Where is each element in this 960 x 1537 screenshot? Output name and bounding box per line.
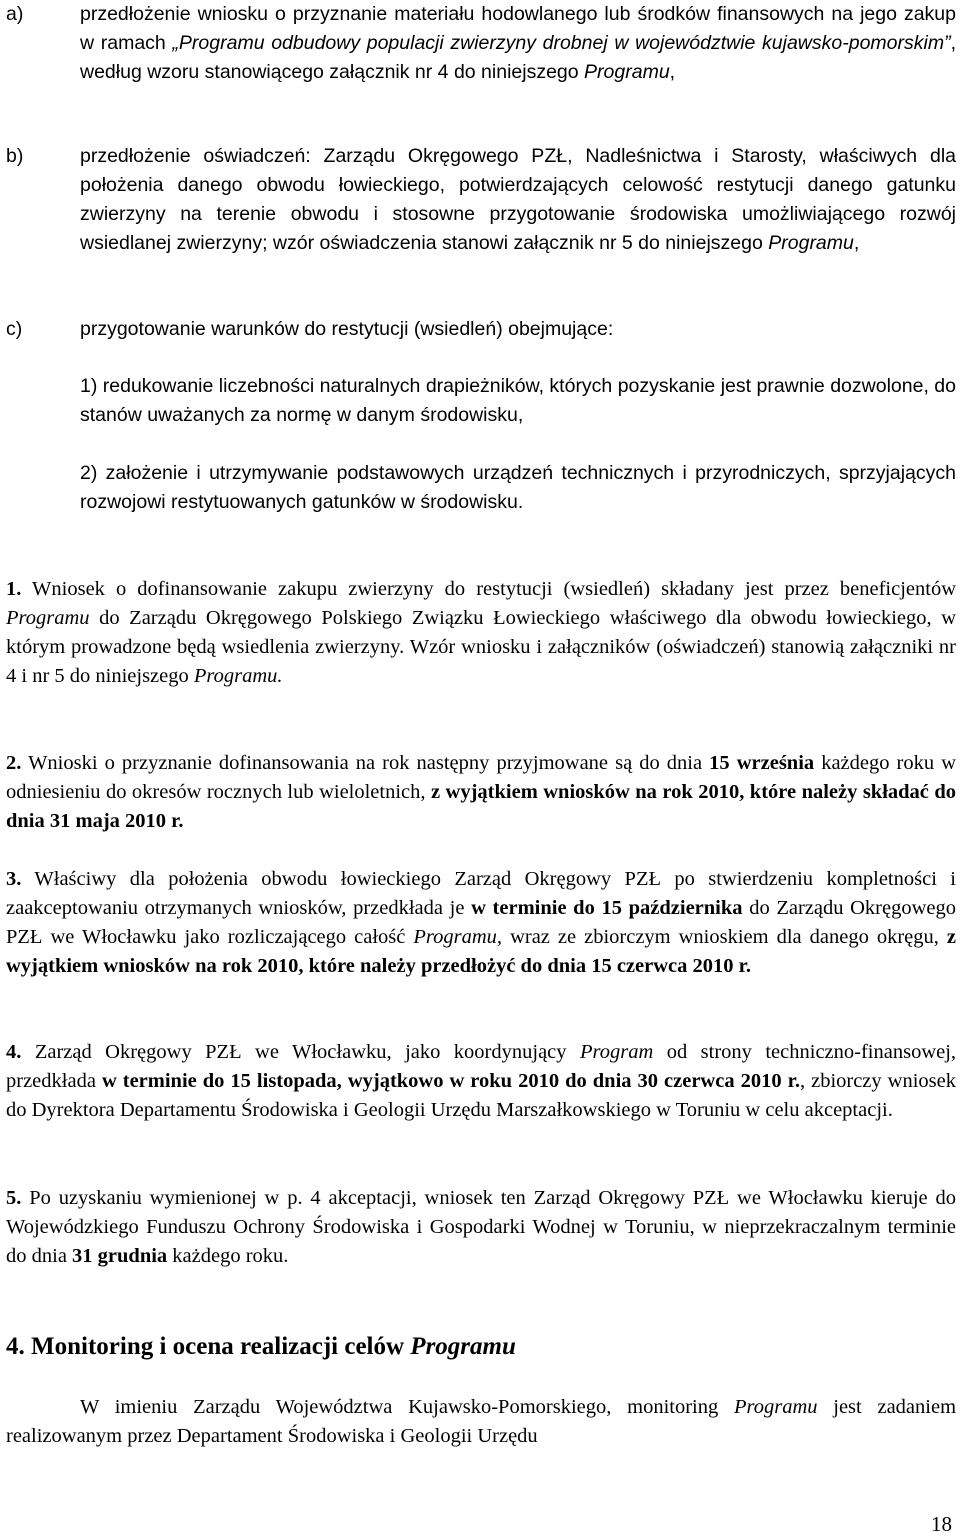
paragraph-4: 4. Zarząd Okręgowy PZŁ we Włocławku, jako koordynujący Program od strony techniczno-finansowej, przedkłada w terminie do 15 listopada, wyjątkowo w roku 2010 do dnia 30 czerwca 2010 r., zbiorczy wniosek do Dyrektora Departamentu Środowiska i Geologii Urzędu Marszałkowskiego w Toruniu w celu akceptacji. bbox=[6, 1041, 957, 1121]
section-paragraph: W imieniu Zarządu Województwa Kujawsko-Pomorskiego, monitoring Programu jest zadaniem realizowanym przez Departament Środowiska i Geologii Urzędu bbox=[6, 1396, 957, 1447]
paragraph-number: 5. bbox=[6, 1187, 22, 1209]
list-item-label: a) bbox=[6, 3, 24, 25]
paragraph-number: 2. bbox=[6, 752, 22, 774]
list-item-c bbox=[6, 315, 956, 344]
list-item-text: przygotowanie warunków do restytucji (wsiedleń) obejmujące: bbox=[80, 318, 614, 340]
sub-list-item-2: 2) założenie i utrzymywanie podstawowych urządzeń technicznych i przyrodniczych, sprzyjających rozwojowi restytuowanych gatunków w środowisku. bbox=[80, 462, 956, 513]
paragraph-1: 1. Wniosek o dofinansowanie zakupu zwierzyny do restytucji (wsiedleń) składany jest przez beneficjentów Programu do Zarządu Okręgowego Polskiego Związku Łowieckiego właściwego dla obwodu łowieckiego, w którym prowadzone będą wsiedlenia zwierzyny. Wzór wniosku i załączników (oświadczeń) stanowią załączniki nr 4 i nr 5 do niniejszego Programu. bbox=[6, 578, 956, 687]
paragraph-2: 2. Wnioski o przyznanie dofinansowania na rok następny przyjmowane są do dnia 15 września każdego roku w odniesieniu do okresów rocznych lub wieloletnich, z wyjątkiem wniosków na rok 2010, które należy składać do dnia 31 maja 2010 r. bbox=[6, 752, 957, 832]
page-number: 18 bbox=[931, 1512, 952, 1536]
paragraph-5: 5. Po uzyskaniu wymienionej w p. 4 akceptacji, wniosek ten Zarząd Okręgowy PZŁ we Włocławku kieruje do Wojewódzkiego Funduszu Ochrony Środowiska i Gospodarki Wodnej w Toruniu, w nieprzekraczalnym terminie do dnia 31 grudnia każdego roku. bbox=[6, 1187, 956, 1267]
section-heading: 4. Monitoring i ocena realizacji celów Programu bbox=[6, 1333, 516, 1360]
paragraph-number: 4. bbox=[6, 1041, 22, 1063]
list-item-b bbox=[6, 142, 956, 258]
paragraph-3: 3. Właściwy dla położenia obwodu łowieckiego Zarząd Okręgowy PZŁ po stwierdzeniu kompletności i zaakceptowaniu otrzymanych wniosków, przedkłada je w terminie do 15 października do Zarządu Okręgowego PZŁ we Włocławku jako rozliczającego całość Programu, wraz ze zbiorczym wnioskiem dla danego okręgu, z wyjątkiem wniosków na rok 2010, które należy przedłożyć do dnia 15 czerwca 2010 r. bbox=[6, 868, 957, 977]
paragraph-number: 1. bbox=[6, 578, 22, 600]
list-item-label: c) bbox=[6, 318, 23, 340]
sub-list-item-1: 1) redukowanie liczebności naturalnych drapieżników, których pozyskanie jest prawnie dozwolone, do stanów uważanych za normę w danym środowisku, bbox=[80, 375, 956, 426]
list-item-text: przedłożenie wniosku o przyznanie materiału hodowlanego lub środków finansowych na jego zakup w ramach „Programu odbudowy populacji zwierzyny drobnej w województwie kujawsko-pomorskim”, według wzoru stanowiącego załącznik nr 4 do niniejszego Programu, bbox=[80, 3, 956, 83]
document-page bbox=[6, 0, 956, 1537]
paragraph-number: 3. bbox=[6, 868, 22, 890]
list-item-text: przedłożenie oświadczeń: Zarządu Okręgowego PZŁ, Nadleśnictwa i Starosty, właściwych dla położenia danego obwodu łowieckiego, potwierdzających celowość restytucji danego gatunku zwierzyny na terenie obwodu i stosowne przygotowanie środowiska umożliwiającego rozwój wsiedlanej zwierzyny; wzór oświadczenia stanowi załącznik nr 5 do niniejszego Programu, bbox=[80, 145, 956, 254]
list-item-label: b) bbox=[6, 145, 24, 167]
list-item-a bbox=[6, 0, 956, 87]
